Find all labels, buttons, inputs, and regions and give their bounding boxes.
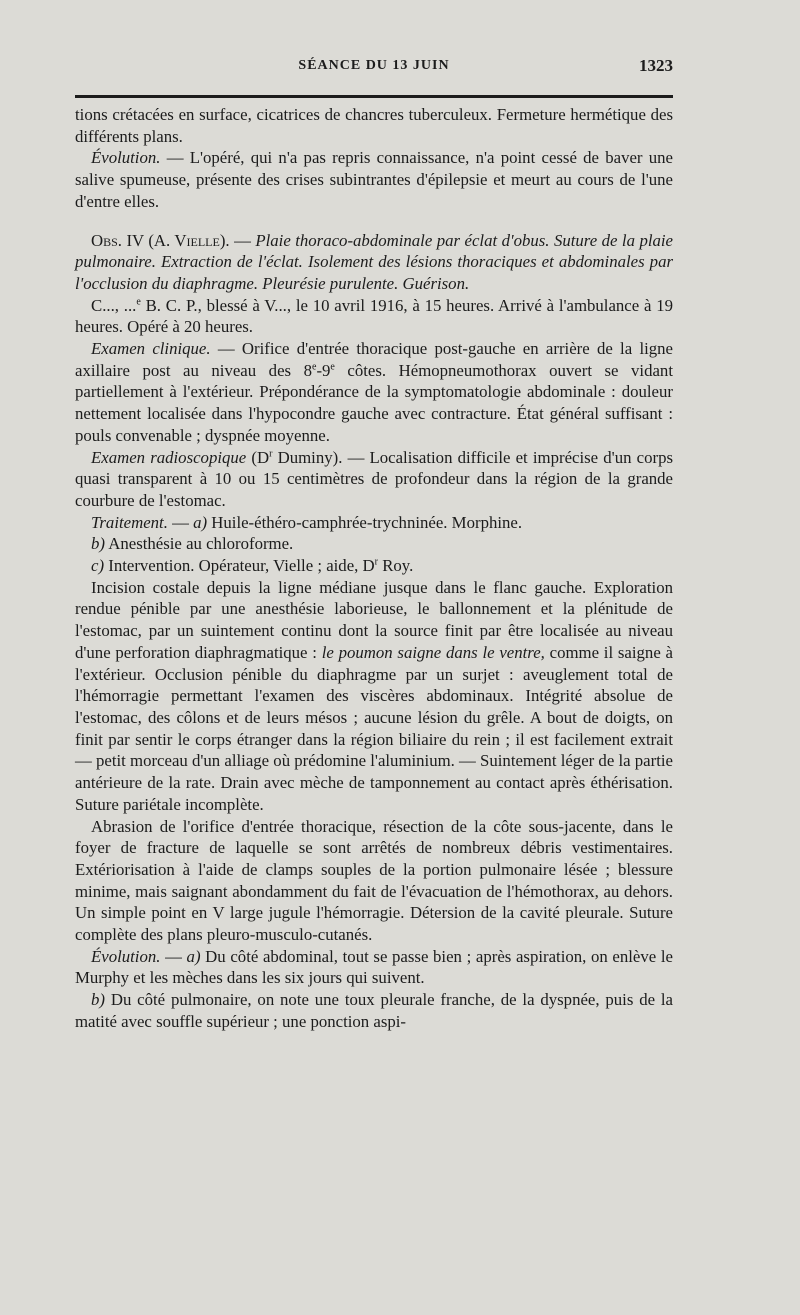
examen-radioscopique-label: Examen radioscopique [91,447,247,467]
paragraph: C..., ...$^e$ B. C. P., blessé à V..., le 10 avril 1916, à 15 heures. Arrivé à l'ambulance à 19 heures. Opéré à 20 heures. [75,295,673,337]
traitement-label: Traitement. [91,512,168,532]
header-title: SÉANCE DU 13 JUIN [298,58,450,73]
body-text [75,104,673,1033]
header-rule [75,95,673,98]
paragraph: c) Intervention. Opérateur, Vielle ; aide, $D^r$ Roy. [91,556,414,576]
paragraph: Examen clinique. — Orifice d'entrée thoracique post-gauche en arrière de la ligne axillaire post au niveau des 8e-9e côtes. Hémopneumothorax ouvert se vidant partiellement à l'extérieur. Prépondérance de la symptomatologie abdominale : douleur nettement localisée dans l'hypocondre gauche avec contracture. État général suffisant : pouls convenable ; dyspnée moyenne. [75,339,673,445]
examen-clinique-label: Examen clinique. [91,339,211,359]
observation-heading: Obs. IV (A. Vielle). — Plaie thoraco-abdominale par éclat d'obus. Suture de la plaie pulmonaire. Extraction de l'éclat. Isolement des lésions thoraciques et abdominales par l'occlusion du diaphragme. Pleurésie purulente. Guérison. [75,230,673,293]
paragraph: b) Anesthésie au chloroforme. [91,534,294,554]
evolution-label: Évolution. [91,148,161,168]
observation-title: Plaie thoraco-abdominale par éclat d'obus. Suture de la plaie pulmonaire. Extraction de l'éclat. Isolement des lésions thoraciques et abdominales par l'occlusion du diaphragme. Pleurésie purulente. Guérison. [75,230,673,293]
running-header [75,50,673,80]
evolution-label: Évolution. [91,946,161,966]
paragraph: Abrasion de l'orifice d'entrée thoracique, résection de la côte sous-jacente, dans le foyer de fracture de laquelle se sont arrêtés de nombreux débris vestimentaires. Extériorisation à l'aide de clamps souples de la portion pulmonaire lésée ; blessure minime, mais saignant abondamment du fait de l'évacuation de l'hémothorax, au dehors. Un simple point en V large jugule l'hémorragie. Détersion de la cavité pleurale. Suture complète des plans pleuro-musculo-cutanés. [75,816,673,945]
paragraph: Incision costale depuis la ligne médiane jusque dans le flanc gauche. Exploration rendue pénible par une anesthésie laborieuse, le ballonnement et la plénitude de l'estomac, par un suintement continu dont la source finit par être localisée au niveau d'une perforation diaphragmatique : le poumon saigne dans le ventre, comme il saigne à l'extérieur. Occlusion pénible du diaphragme par un surjet : aveuglement total de l'hémorragie permettant l'examen des viscères abdominaux. Intégrité absolue de l'estomac, des côlons et de leurs mésos ; aucune lésion du grêle. A bout de doigts, on finit par sentir le corps étranger dans la région biliaire du rein ; il est facilement extrait — petit morceau d'un alliage où prédomine l'aluminium. — Suintement léger de la partie antérieure de la rate. Drain avec mèche de tamponnement au contact après éthérisation. Suture pariétale incomplète. [75,577,673,814]
paragraph: Examen radioscopique ($D^r$ Duminy). — Localisation difficile et imprécise d'un corps quasi transparent à 10 ou 15 centimètres de profondeur dans la région de la grande courbure de l'estomac. [75,447,673,510]
paragraph: b) Du côté pulmonaire, on note une toux pleurale franche, de la dyspnée, puis de la matité avec souffle supérieur ; une ponction aspi- [75,990,673,1031]
paragraph: Évolution. — L'opéré, qui n'a pas repris connaissance, n'a point cessé de baver une salive spumeuse, présente des crises subintrantes d'épilepsie et meurt au cours de l'une d'entre elles. [75,148,673,211]
page-number: 1323 [639,56,673,75]
paragraph: tions crétacées en surface, cicatrices de chancres tuberculeux. Fermeture hermétique des différents plans. [75,105,673,146]
paragraph: Évolution. — a) Du côté abdominal, tout se passe bien ; après aspiration, on enlève le Murphy et les mèches dans les six jours qui suivent. [75,946,673,988]
paragraph: Traitement. — a) Huile-éthéro-camphrée-trychninée. Morphine. [91,512,523,532]
